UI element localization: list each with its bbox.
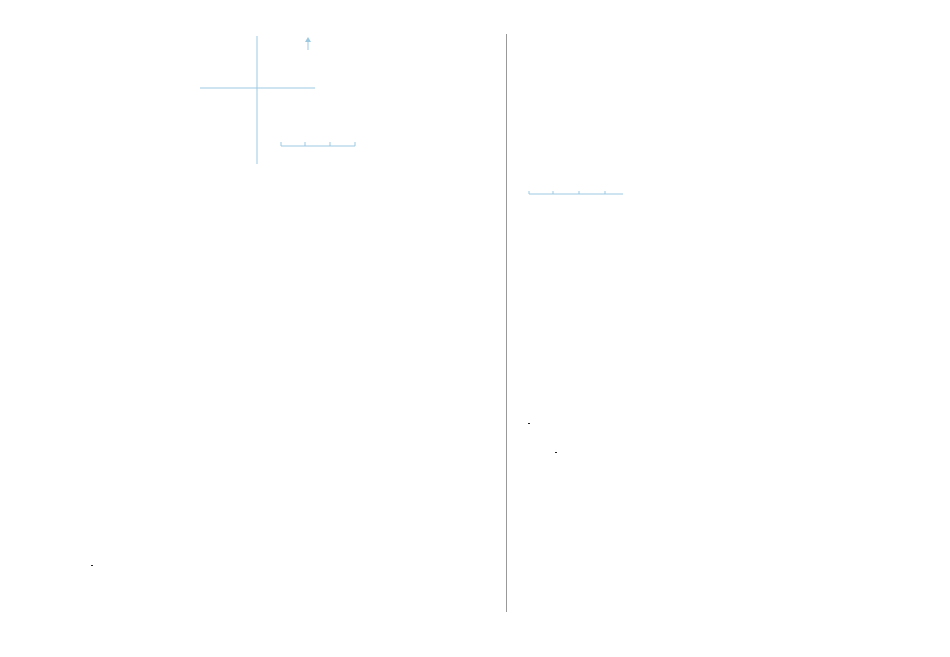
map-svg <box>195 28 385 168</box>
coordinate-grid <box>195 306 385 412</box>
fraction-three-quarters <box>91 565 93 566</box>
map-figure <box>195 28 385 168</box>
problem1-line2 <box>90 559 94 573</box>
column-divider <box>506 34 507 612</box>
grid-figure <box>195 306 385 412</box>
problem3-line1 <box>527 183 627 197</box>
north-arrow-head <box>305 37 311 42</box>
fraction-one-half <box>528 423 530 424</box>
problem5-line1 <box>527 417 531 431</box>
fraction-one-third <box>555 452 557 453</box>
problem5-line2 <box>554 446 558 460</box>
inline-scale-bar <box>527 183 627 197</box>
